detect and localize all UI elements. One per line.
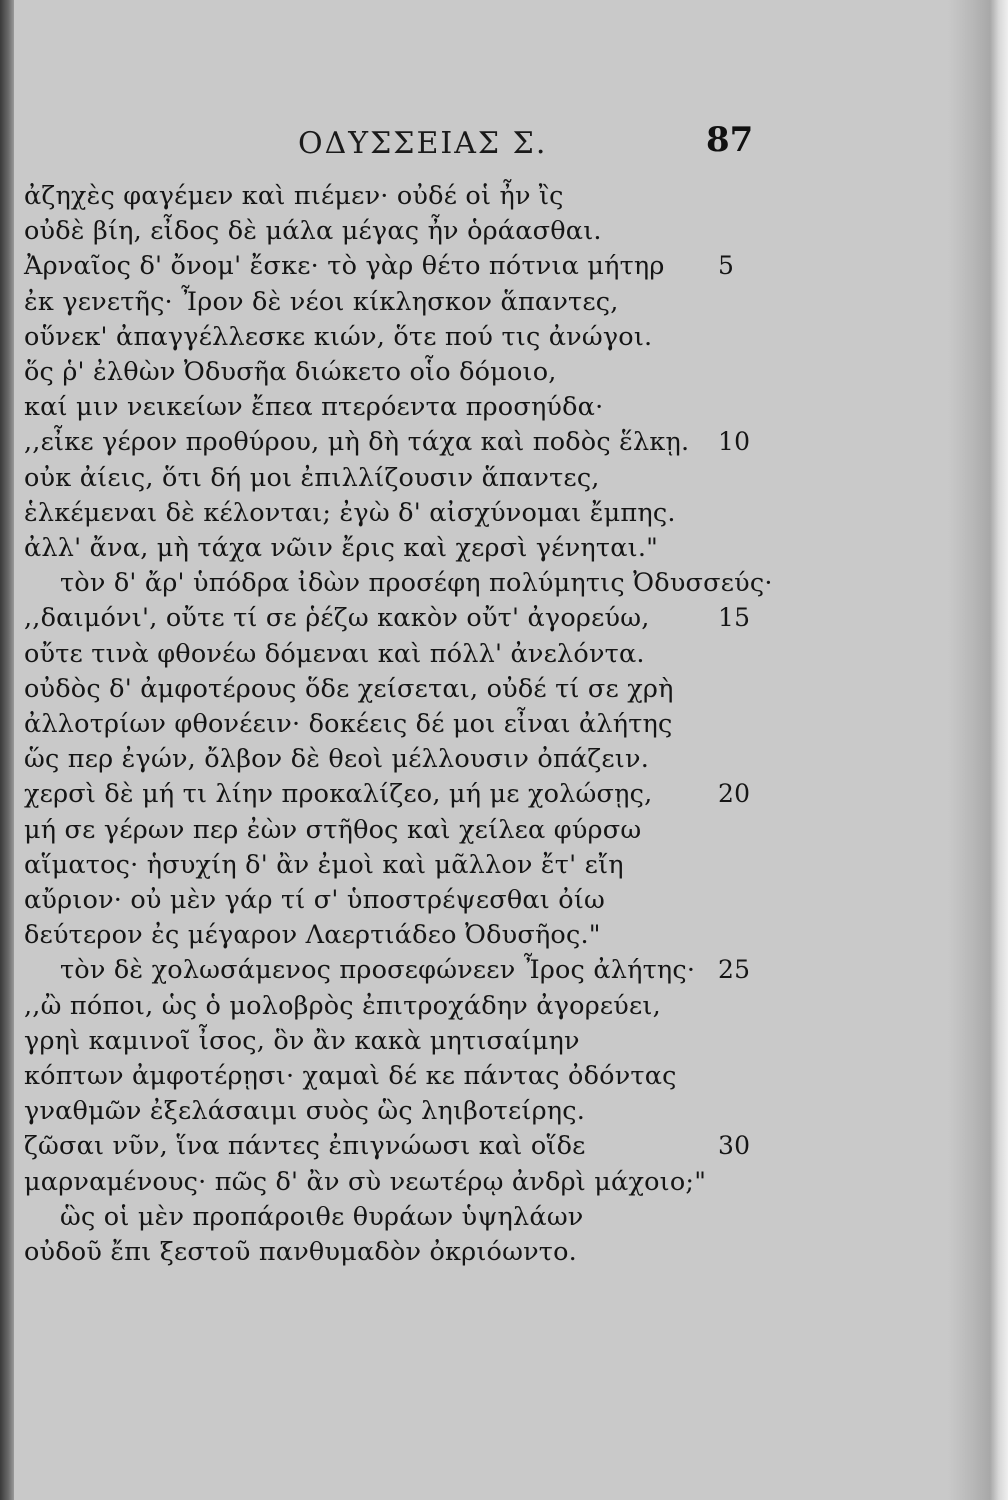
verse-line-text: οὐδοῦ ἔπι ξεστοῦ πανθυμαδὸν ὀκριόωντο. bbox=[24, 1237, 577, 1267]
verse-line bbox=[0, 885, 760, 920]
verse-line bbox=[0, 1202, 760, 1237]
verse-line bbox=[0, 639, 760, 674]
verse-line bbox=[0, 850, 760, 885]
verse-line bbox=[0, 322, 760, 357]
verse-line bbox=[0, 357, 760, 392]
verse-line-text: ὣς οἱ μὲν προπάροιθε θυράων ὑψηλάων bbox=[60, 1201, 584, 1232]
verse-line-text: ,,εἶκε γέρον προθύρου, μὴ δὴ τάχα καὶ ποδὸς ἕλκῃ. bbox=[24, 427, 690, 458]
verse-line bbox=[0, 1096, 760, 1131]
verse-line bbox=[0, 1237, 760, 1272]
verse-line-text: μή σε γέρων περ ἐὼν στῆθος καὶ χείλεα φύρσω bbox=[24, 814, 642, 845]
verse-line-text: ἀλλοτρίων φθονέειν· δοκέεις δέ μοι εἶναι ἀλήτης bbox=[24, 709, 673, 739]
verse-line-text: οὐδὸς δ' ἀμφοτέρους ὅδε χείσεται, οὐδέ τί σε χρὴ bbox=[24, 673, 674, 704]
verse-line bbox=[0, 815, 760, 850]
verse-line bbox=[0, 709, 760, 744]
verse-line-text: χερσὶ δὲ μή τι λίην προκαλίζεο, μή με χολώσῃς, bbox=[24, 779, 653, 810]
verse-line-text: δεύτερον ἐς μέγαρον Λαερτιάδεο Ὀδυσῆος." bbox=[24, 920, 601, 951]
verse-line bbox=[0, 568, 773, 603]
verse-line bbox=[0, 779, 760, 814]
line-number: 30 bbox=[718, 1131, 751, 1161]
line-number: 10 bbox=[718, 427, 751, 457]
verse-line bbox=[0, 463, 760, 498]
verse-line-text: οὕνεκ' ἀπαγγέλλεσκε κιών, ὅτε πού τις ἀνώγοι. bbox=[24, 321, 653, 352]
verse-line-text: αὔριον· οὐ μὲν γάρ τί σ' ὑποστρέψεσθαι ὀίω bbox=[24, 885, 606, 915]
running-title: ΟΔΥΣΣΕΙΑΣ Σ. bbox=[298, 126, 548, 161]
verse-line-text: ,,ὢ πόποι, ὡς ὁ μολοβρὸς ἐπιτροχάδην ἀγορεύει, bbox=[24, 990, 661, 1021]
verse-line bbox=[0, 674, 760, 709]
verse-line bbox=[0, 216, 760, 251]
page-number: 87 bbox=[706, 120, 754, 160]
verse-line bbox=[0, 991, 760, 1026]
verse-line-text: γναθμῶν ἐξελάσαιμι συὸς ὣς ληιβοτείρης. bbox=[24, 1096, 586, 1127]
verse-line-text: αἵματος· ἡσυχίη δ' ἂν ἐμοὶ καὶ μᾶλλον ἔτ' εἴη bbox=[24, 849, 624, 880]
verse-line-text: τὸν δ' ἄρ' ὑπόδρα ἰδὼν προσέφη πολύμητις Ὀδυσσεύς· bbox=[60, 568, 773, 599]
verse-line bbox=[0, 533, 760, 568]
verse-line-text: ὅς ῥ' ἐλθὼν Ὀδυσῆα διώκετο οἷο δόμοιο, bbox=[24, 357, 557, 387]
verse-line-text: τὸν δὲ χολωσάμενος προσεφώνεεν Ἶρος ἀλήτης· bbox=[60, 955, 696, 986]
verse-line bbox=[0, 1167, 760, 1202]
verse-line-text: οὐδὲ βίη, εἶδος δὲ μάλα μέγας ἦν ὁράασθαι. bbox=[24, 216, 602, 247]
verse-line bbox=[0, 498, 760, 533]
verse-line-text: ,,δαιμόνι', οὔτε τί σε ῥέζω κακὸν οὔτ' ἀγορεύω, bbox=[24, 603, 650, 634]
verse-line bbox=[0, 955, 760, 990]
verse-line-text: οὔτε τινὰ φθονέω δόμεναι καὶ πόλλ' ἀνελόντα. bbox=[24, 638, 645, 669]
verse-line-text: οὐκ ἀίεις, ὅτι δή μοι ἐπιλλίζουσιν ἅπαντες, bbox=[24, 462, 600, 493]
verse-line bbox=[0, 392, 760, 427]
verse-line bbox=[0, 427, 760, 462]
verse-line bbox=[0, 181, 760, 216]
line-number: 15 bbox=[718, 603, 751, 633]
verse-line-text: γρηὶ καμινοῖ ἶσος, ὃν ἂν κακὰ μητισαίμην bbox=[24, 1025, 580, 1056]
verse-line-text: ἀλλ' ἄνα, μὴ τάχα νῶιν ἔρις καὶ χερσὶ γένηται." bbox=[24, 533, 659, 563]
verse-line bbox=[0, 920, 760, 955]
line-number: 5 bbox=[718, 251, 735, 281]
verse-line bbox=[0, 1061, 760, 1096]
verse-line bbox=[0, 744, 760, 779]
verse-line-text: ἑλκέμεναι δὲ κέλονται; ἐγὼ δ' αἰσχύνομαι ἔμπης. bbox=[24, 497, 676, 528]
verse-line bbox=[0, 1026, 760, 1061]
verse-line-text: καί μιν νεικείων ἔπεα πτερόεντα προσηύδα· bbox=[24, 392, 604, 423]
verse-line-text: κόπτων ἀμφοτέρῃσι· χαμαὶ δέ κε πάντας ὀδόντας bbox=[24, 1061, 677, 1091]
verse-line-text: ζῶσαι νῦν, ἵνα πάντες ἐπιγνώωσι καὶ οἵδε bbox=[24, 1131, 586, 1162]
line-number: 20 bbox=[718, 779, 751, 809]
verse-line bbox=[0, 1131, 760, 1166]
verse-line bbox=[0, 603, 760, 638]
verse-line-text: μαρναμένους· πῶς δ' ἂν σὺ νεωτέρῳ ἀνδρὶ μάχοιο;" bbox=[24, 1166, 707, 1197]
verse-line-text: ἐκ γενετῆς· Ἶρον δὲ νέοι κίκλησκον ἅπαντες, bbox=[24, 286, 619, 317]
verse-line-text: ὥς περ ἐγών, ὄλβον δὲ θεοὶ μέλλουσιν ὀπάζειν. bbox=[24, 744, 649, 775]
verse-line-text: Ἀρναῖος δ' ὄνομ' ἔσκε· τὸ γὰρ θέτο πότνια μήτηρ bbox=[24, 251, 665, 282]
verse-line bbox=[0, 287, 760, 322]
verse-line bbox=[0, 251, 760, 286]
verse-line-text: ἀζηχὲς φαγέμεν καὶ πιέμεν· οὐδέ οἱ ἦν ἲς bbox=[24, 181, 564, 211]
line-number: 25 bbox=[718, 955, 751, 985]
page-edge bbox=[948, 0, 1008, 1500]
page-header bbox=[0, 118, 1008, 168]
